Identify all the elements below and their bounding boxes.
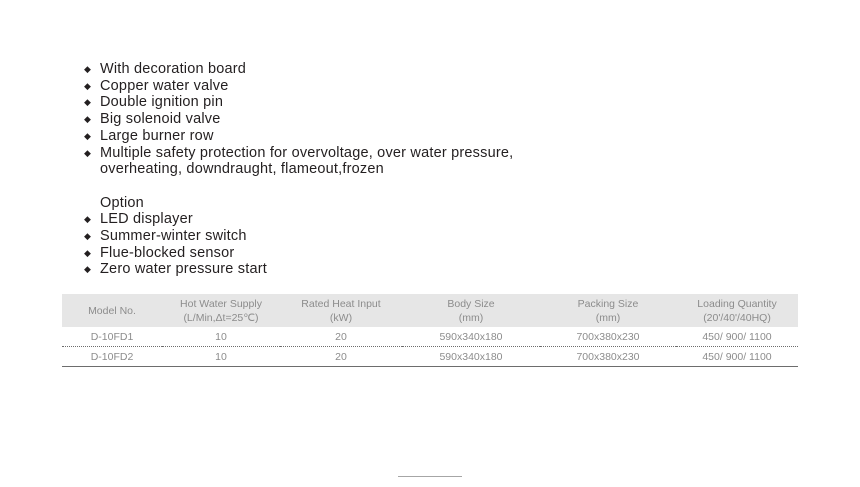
diamond-bullet-icon: ◆ [84,264,92,275]
header-unit: (kW) [329,311,353,324]
feature-text: overheating, downdraught, flameout,frozen [100,161,384,178]
header-body-size [402,294,540,327]
feature-text: Copper water valve [100,77,229,94]
spec-table-header [62,294,798,327]
diamond-bullet-icon: ◆ [84,214,92,225]
option-text: Zero water pressure start [100,261,267,278]
diamond-bullet-icon: ◆ [84,231,92,242]
feature-list [84,61,604,178]
option-item [84,211,604,228]
header-label: Loading Quantity [697,297,777,310]
diamond-bullet-icon: ◆ [84,80,92,91]
cell-body-size: 590x340x180 [402,347,540,367]
spec-table-body [62,327,798,367]
header-model-no [62,294,162,327]
cell-loading-quantity: 450/ 900/ 1100 [676,347,798,367]
feature-item [84,94,604,111]
cell-rated-heat-input: 20 [280,327,402,347]
header-label: Body Size [447,297,495,310]
header-row [62,294,798,327]
table-row [62,327,798,347]
header-unit: (mm) [458,311,484,324]
cell-packing-size: 700x380x230 [540,347,676,367]
cell-loading-quantity: 450/ 900/ 1100 [676,327,798,347]
header-label: Packing Size [577,297,639,310]
feature-item [84,78,604,95]
bottom-divider [398,476,462,477]
header-unit: (20'/40'/40HQ) [703,311,771,324]
feature-continuation [84,161,604,178]
header-label: Hot Water Supply [180,297,262,310]
option-item [84,228,604,245]
cell-model-no: D-10FD1 [62,327,162,347]
header-unit: (mm) [595,311,621,324]
diamond-bullet-icon: ◆ [84,130,92,141]
option-item [84,245,604,262]
feature-item [84,61,604,78]
features-section [84,61,604,278]
feature-item [84,128,604,145]
feature-item [84,145,604,162]
feature-text: Big solenoid valve [100,111,221,128]
header-label: Model No. [88,304,136,317]
option-text: LED displayer [100,211,193,228]
diamond-bullet-icon: ◆ [84,147,92,158]
diamond-bullet-icon: ◆ [84,64,92,74]
option-text: Flue-blocked sensor [100,244,235,261]
feature-text: Double ignition pin [100,94,224,111]
header-label: Rated Heat Input [301,297,381,310]
cell-body-size: 590x340x180 [402,327,540,347]
feature-item [84,111,604,128]
cell-rated-heat-input: 20 [280,347,402,367]
cell-hot-water-supply: 10 [162,347,280,367]
diamond-bullet-icon: ◆ [84,247,92,258]
header-unit: (L/Min,Δt=25℃) [183,311,259,324]
option-list [84,211,604,278]
feature-text: Multiple safety protection for overvoltage, over water pressure, [100,144,514,161]
header-packing-size [540,294,676,327]
diamond-bullet-icon: ◆ [84,114,92,125]
option-text: Summer-winter switch [100,228,247,245]
header-rated-heat-input [280,294,402,327]
header-hot-water-supply [162,294,280,327]
table-row [62,347,798,367]
option-item [84,261,604,278]
diamond-bullet-icon: ◆ [84,97,92,108]
spec-table [62,294,798,367]
header-loading-quantity [676,294,798,327]
feature-text: Large burner row [100,127,214,144]
feature-text: With decoration board [100,61,247,77]
cell-hot-water-supply: 10 [162,327,280,347]
cell-model-no: D-10FD2 [62,347,162,367]
cell-packing-size: 700x380x230 [540,327,676,347]
option-heading: Option [100,194,144,211]
